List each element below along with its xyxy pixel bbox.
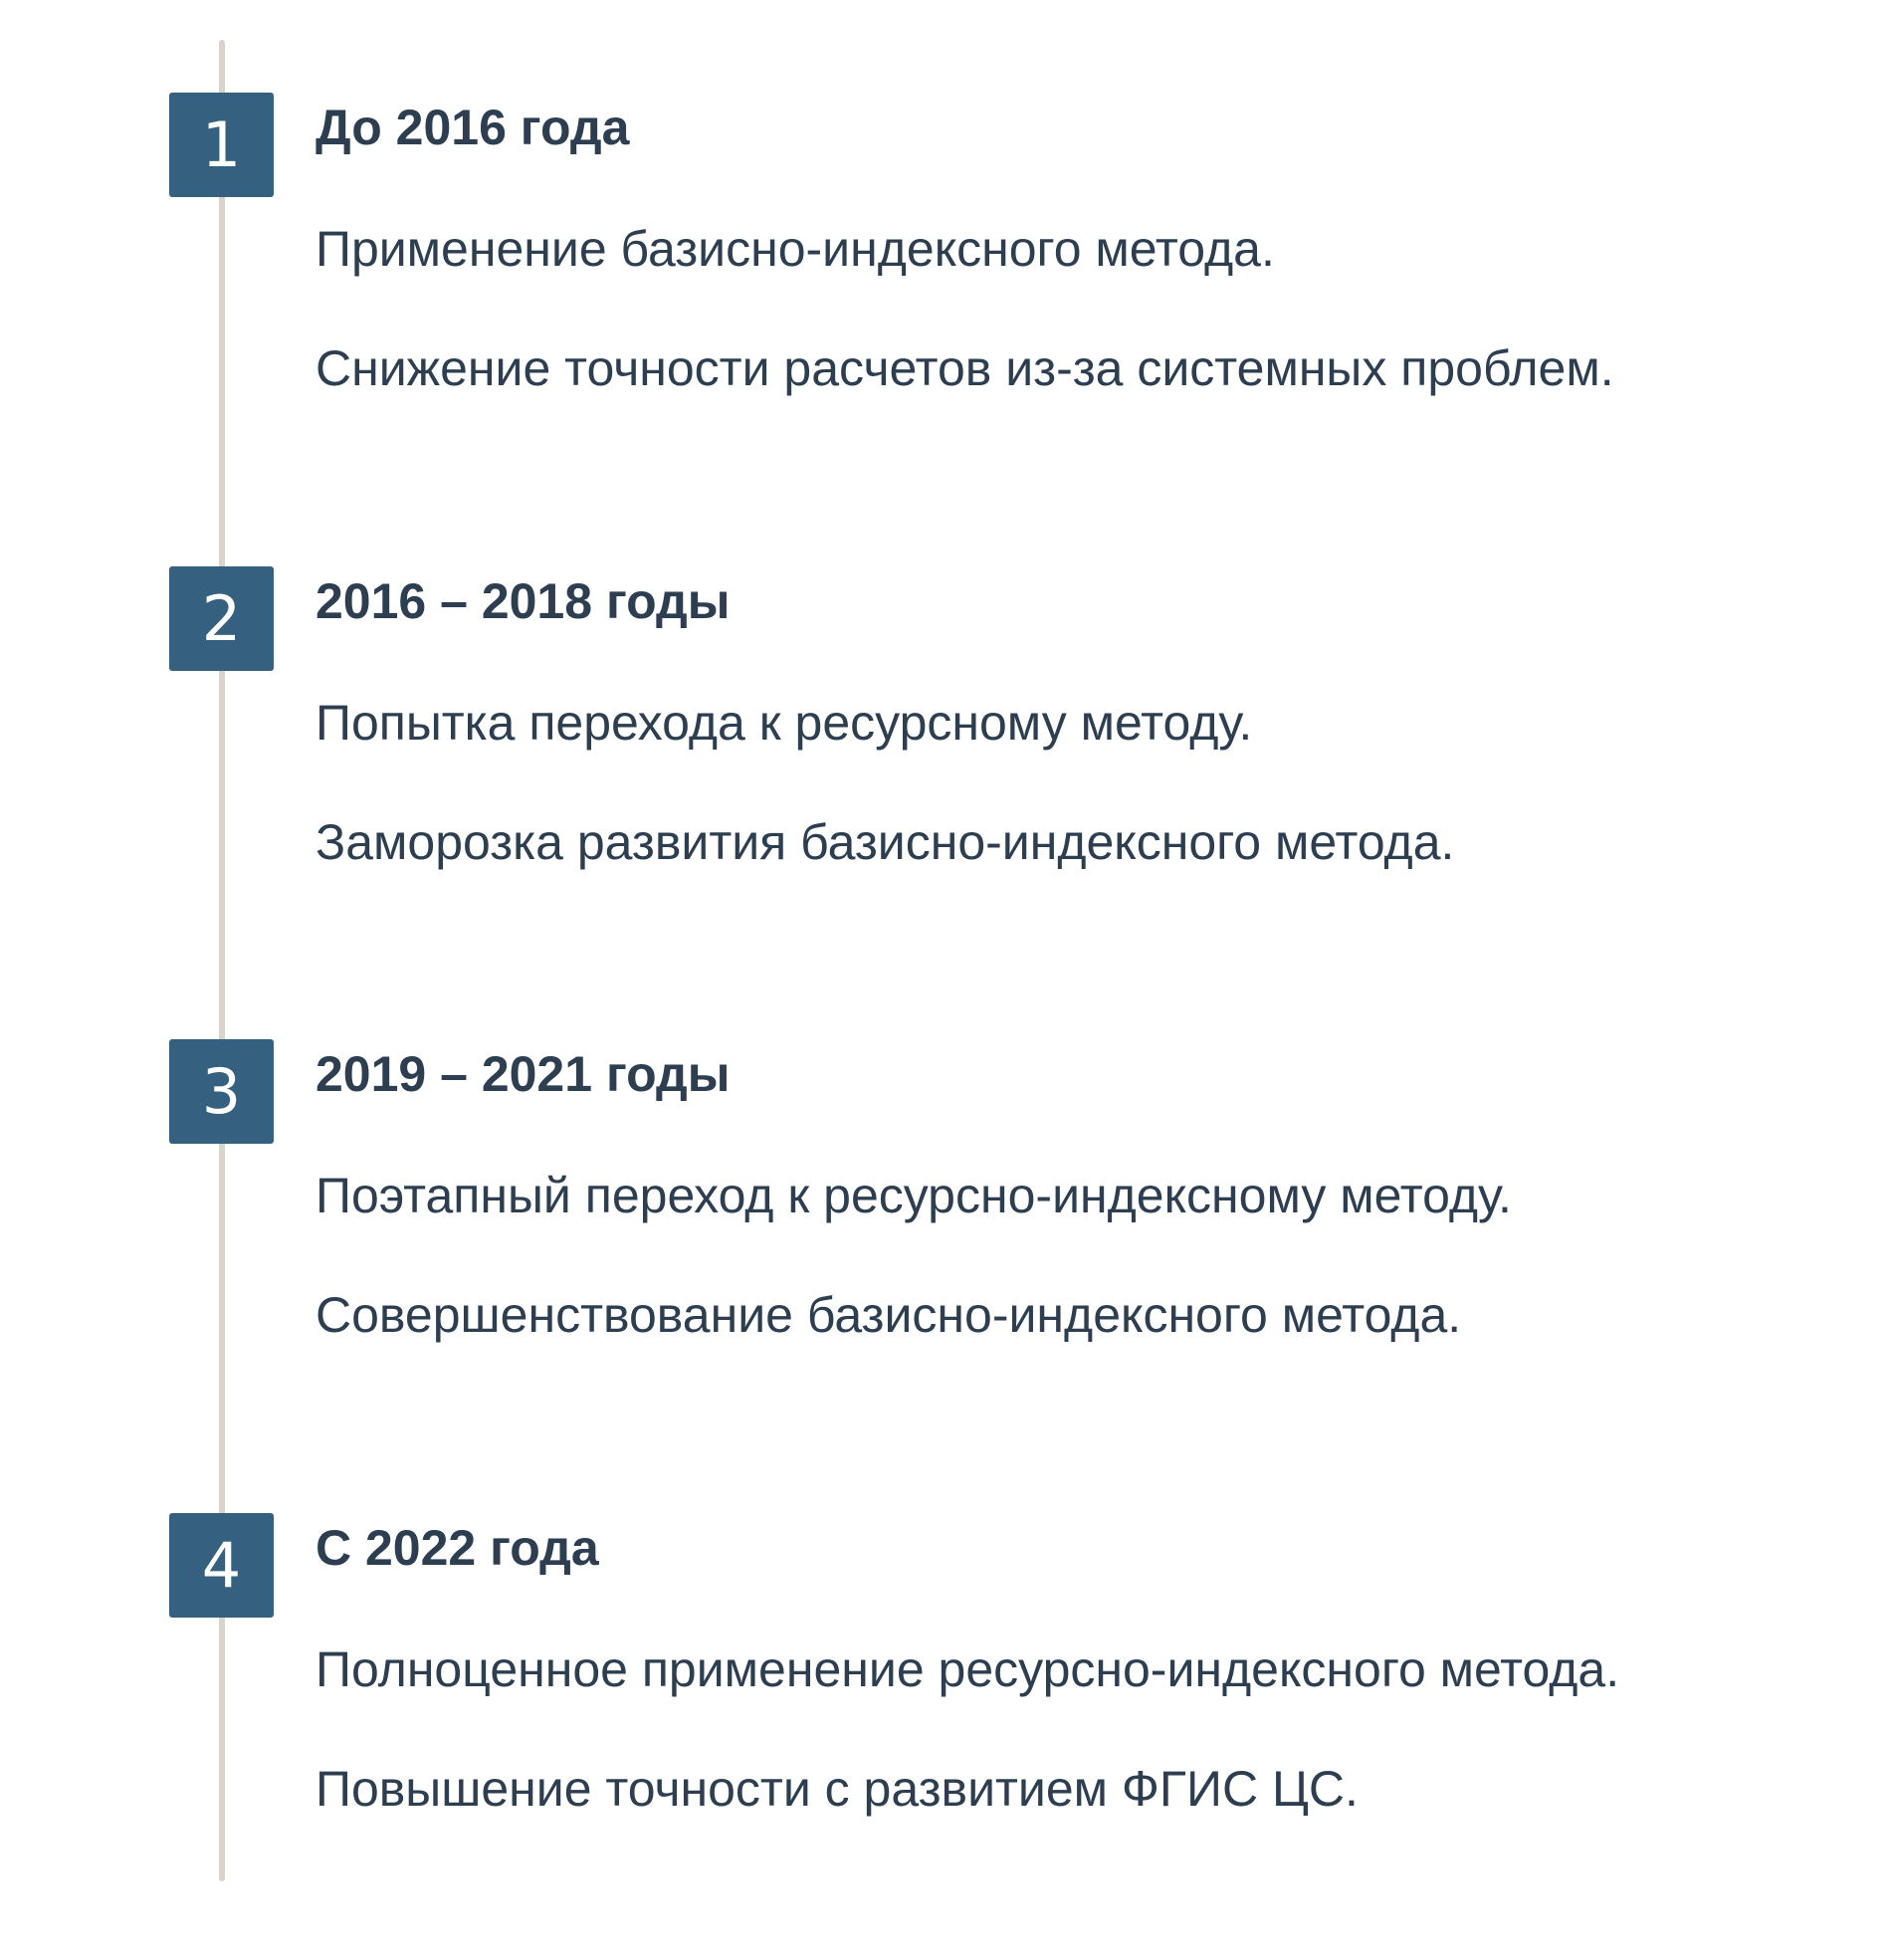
step-title: 2016 – 2018 годы — [316, 573, 731, 629]
step-number-badge: 3 — [169, 1039, 274, 1144]
step-description: Поэтапный переход к ресурсно-индексному методу. — [316, 1168, 1512, 1223]
step-description: Заморозка развития базисно-индексного метода. — [316, 814, 1455, 870]
step-number-badge: 4 — [169, 1513, 274, 1618]
step-description: Снижение точности расчетов из-за системных проблем. — [316, 340, 1614, 396]
step-title: 2019 – 2021 годы — [316, 1046, 731, 1102]
step-number-badge: 1 — [169, 93, 274, 197]
step-description: Применение базисно-индексного метода. — [316, 221, 1275, 277]
step-title: С 2022 года — [316, 1520, 599, 1576]
step-description: Совершенствование базисно-индексного метода. — [316, 1287, 1462, 1343]
step-description: Попытка перехода к ресурсному методу. — [316, 695, 1253, 751]
step-number-badge: 2 — [169, 566, 274, 671]
step-description: Полноценное применение ресурсно-индексного метода. — [316, 1641, 1620, 1697]
step-description: Повышение точности с развитием ФГИС ЦС. — [316, 1761, 1359, 1817]
step-title: До 2016 года — [316, 100, 630, 155]
